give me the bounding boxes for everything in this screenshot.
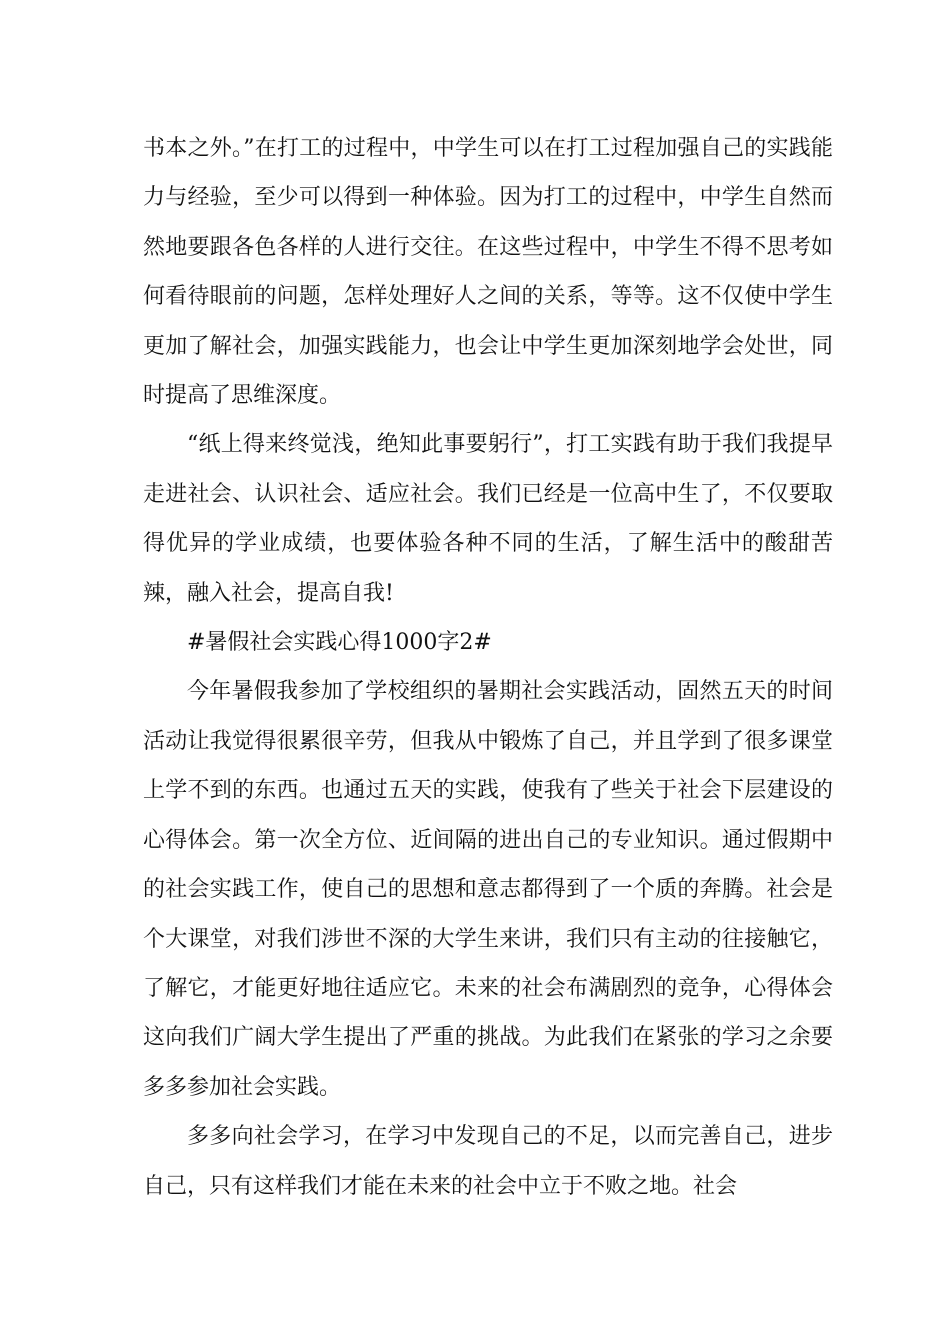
section-heading: #暑假社会实践心得1000字2# [187, 630, 492, 656]
paragraph-learn-from-society: 多多向社会学习，在学习中发现自己的不足，以而完善自己，进步自己，只有这样我们才能在未来的社会中立于不败之地。社会 [143, 1124, 833, 1199]
paragraph-summer-practice: 今年暑假我参加了学校组织的暑期社会实践活动，固然五天的时间活动让我觉得很累很辛劳，但我从中锻炼了自己，并且学到了很多课堂上学不到的东西。也通过五天的实践，使我有了些关于社会下层建设的心得体会。第一次全方位、近间隔的进出自己的专业知识。通过假期中的社会实践工作，使自己的思想和意志都得到了一个质的奔腾。社会是个大课堂，对我们涉世不深的大学生来讲，我们只有主动的往接触它，了解它，才能更好地往适应它。未来的社会布满剧烈的竞争，心得体会这向我们广阔大学生提出了严重的挑战。为此我们在紧张的学习之余要多多参加社会实践。 [143, 679, 833, 1100]
paragraph-quote: “纸上得来终觉浅，绝知此事要躬行”，打工实践有助于我们我提早走进社会、认识社会、适应社会。我们已经是一位高中生了，不仅要取得优异的学业成绩，也要体验各种不同的生活，了解生活中的酸甜苦辣，融入社会，提高自我! [143, 432, 833, 606]
document-body [143, 124, 833, 1211]
paragraph-continuation: 书本之外。”在打工的过程中，中学生可以在打工过程加强自己的实践能力与经验，至少可以得到一种体验。因为打工的过程中，中学生自然而然地要跟各色各样的人进行交往。在这些过程中，中学生不得不思考如何看待眼前的问题，怎样处理好人之间的关系，等等。这不仅使中学生更加了解社会，加强实践能力，也会让中学生更加深刻地学会处世，同时提高了思维深度。 [143, 136, 833, 409]
